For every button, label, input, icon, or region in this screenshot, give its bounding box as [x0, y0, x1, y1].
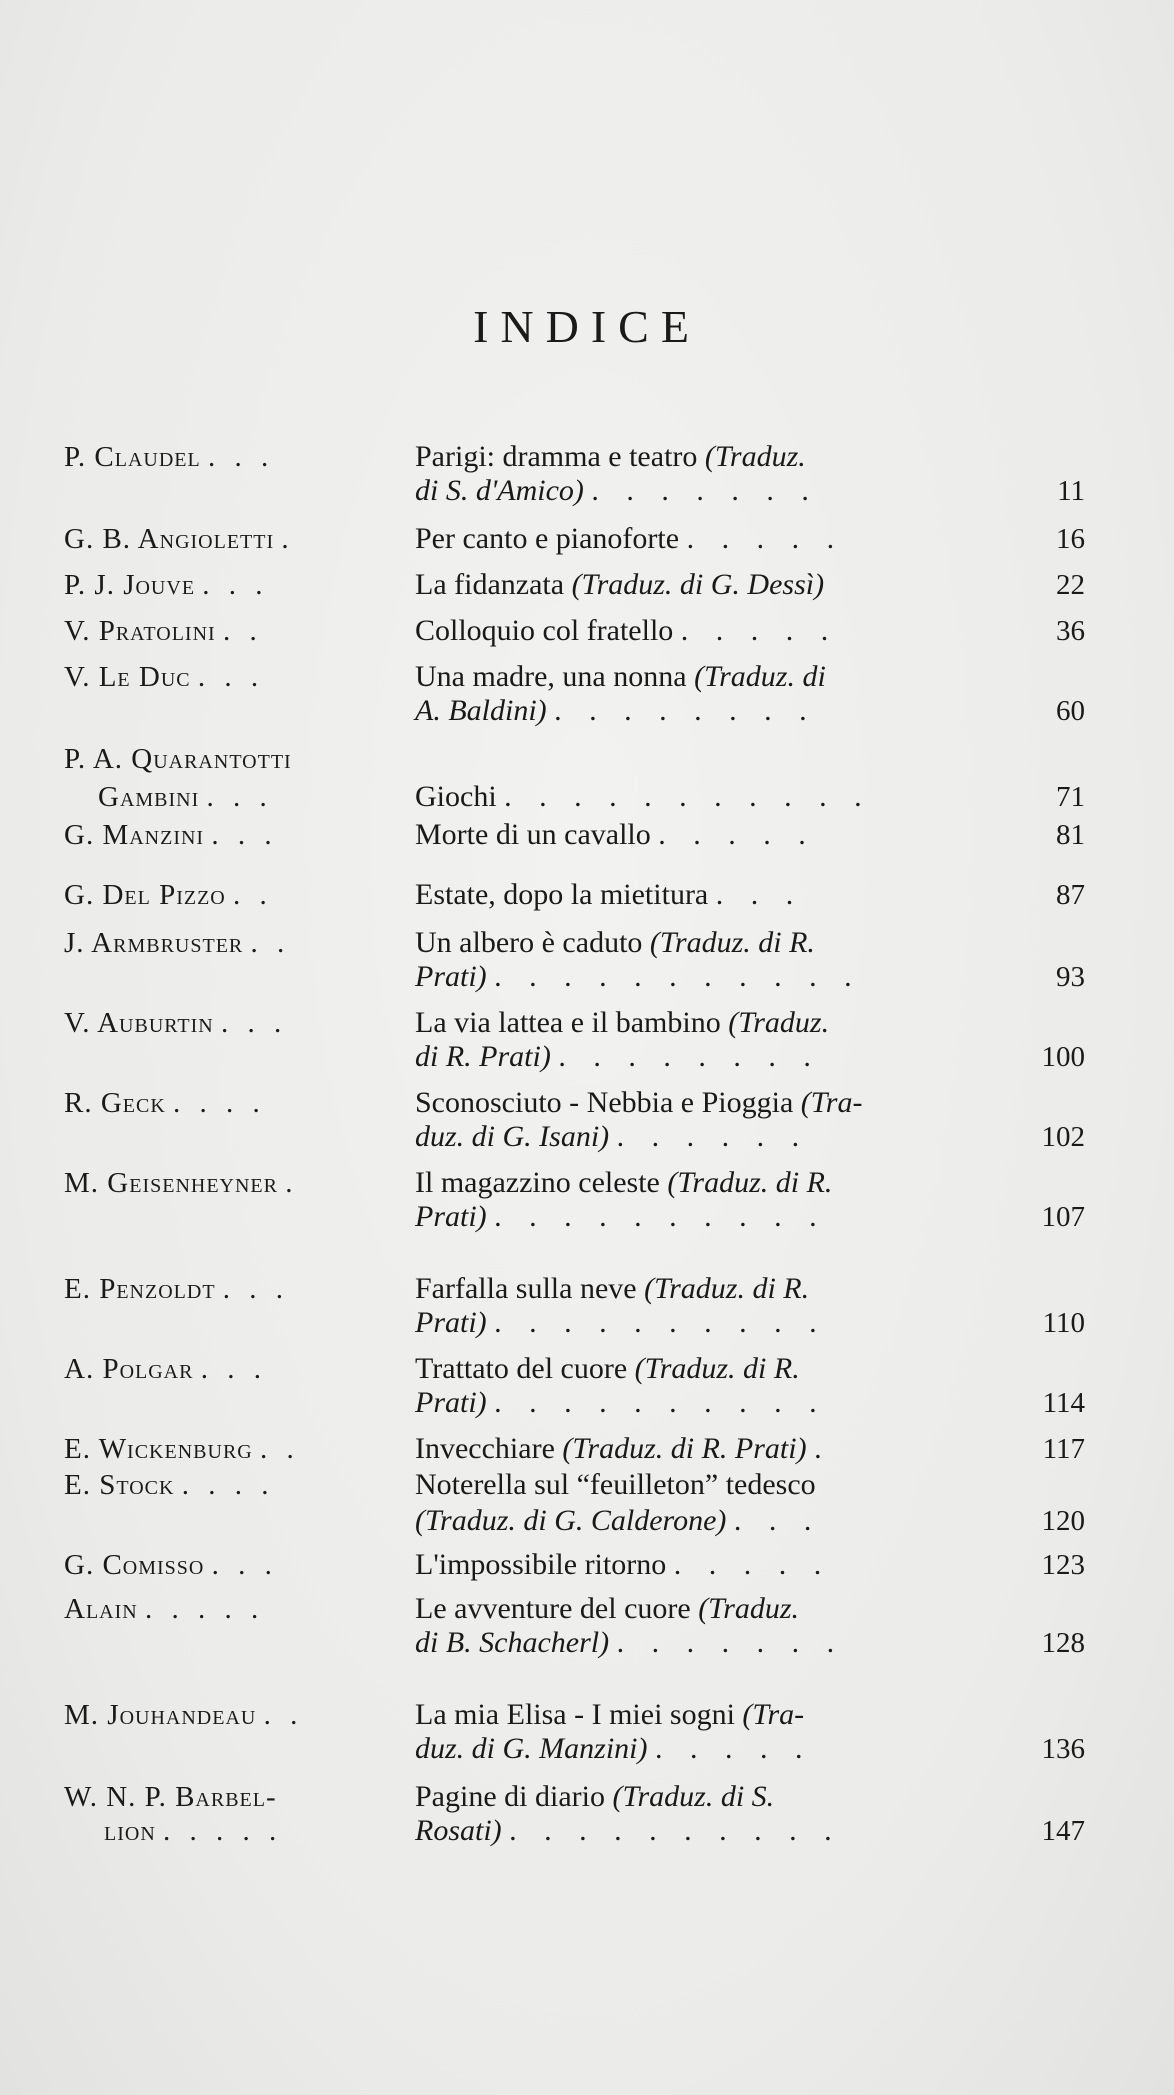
page-number: 11 [1057, 475, 1085, 507]
translation-note: (Traduz. [728, 1006, 830, 1039]
author-name: E. Stock [64, 1469, 175, 1501]
page-number: 22 [1056, 569, 1085, 601]
author-name: Alain [64, 1593, 138, 1625]
page-number: 123 [1041, 1549, 1085, 1581]
author-name: P. J. Jouve [64, 569, 196, 601]
work-title: La fidanzata [415, 568, 565, 601]
page-number: 100 [1041, 1041, 1085, 1073]
work-title: Sconosciuto - Nebbia e Pioggia [415, 1086, 794, 1119]
translation-note: (Traduz. di G. Calderone) [415, 1504, 727, 1537]
table-of-contents: P. Claudel . . . Parigi: dramma e teatro (Traduz. di S. d'Amico) . . . . . . . 11 G. B. Angioletti . Per canto e pianoforte . . . . . 16 P. J. Jouve . . . La fidanzata (Traduz. di G. Dessì) 22 V. Pratolini . . Colloquio col fratello . . . . . 36 V. Le Duc . . . Una madre, una nonna (Traduz. di A. Baldini) . . . . . . . . 60 P. A. Quarantotti Gambini . . . Giochi . . . . . . . . . . . 71 G. Manzini . . . Morte di un cavallo . . . . . 81 G. Del Pizzo . . Estate, dopo la mietitura . . . 87 J. Armbruster . . Un albero è caduto (Traduz. di R. Prati) . . . . . . . . . . . 93 V. Auburtin . . . La via lattea e il bambino (Traduz. di R. Prati) . . . . . . . . 100 R. Geck . . . . Sconosciuto - Nebbia e Pioggia (Tra- duz. di G. Isani) . . . . . . 102 M. Geisenheyner . Il magazzino celeste (Traduz. di R. Prati) . . . . . . . . . . 107 E. Penzoldt . . . Farfalla sulla neve (Traduz. di R. Prati) . . . . . . . . . . 110 A. Polgar . . . Trattato del cuore (Traduz. di R. Prati) . . . . . . . . . . 114 E. Wickenburg . . Invecchiare (Traduz. di R. Prati) . 117 E. Stock . . . . Noterella sul “feuilleton” tedesco (Traduz. di G. Calderone) . . . 120 G. Comisso . . . L'impossibile ritorno . . . . . 123 Alain . . . . . Le avventure del cuore (Traduz. di B. Schacherl) . . . . . . . 128 M. Jouhandeau . . La mia Elisa - I miei sogni (Tra- duz. di G. Manzini) . . . . . 136 W. N. P. Barbel- lion . . . . . Pagine di diario (Traduz. di S. Rosati) . . . . . . . . . . 147 [64, 440, 1085, 1847]
work-title: Una madre, una nonna [415, 660, 687, 693]
translation-note: (Traduz. [704, 440, 806, 473]
translation-note: Prati) [415, 1200, 487, 1233]
translation-note: Prati) [415, 1306, 487, 1339]
page-number: 87 [1056, 879, 1085, 911]
author-name: G. Del Pizzo [64, 879, 226, 911]
author-name: V. Pratolini [64, 615, 216, 647]
page-number: 71 [1056, 781, 1085, 813]
author-name: W. N. P. Barbel- [64, 1781, 277, 1813]
author-name: V. Auburtin [64, 1007, 214, 1039]
author-name: E. Wickenburg [64, 1433, 253, 1465]
work-title: Trattato del cuore [415, 1352, 628, 1385]
page-number: 128 [1041, 1627, 1085, 1659]
work-title: Parigi: dramma e teatro [415, 440, 698, 473]
translation-note: (Traduz. di R. [667, 1166, 833, 1199]
page-number: 136 [1041, 1733, 1085, 1765]
author-name: G. Comisso [64, 1549, 205, 1581]
page-number: 16 [1056, 523, 1085, 555]
author-name: M. Jouhandeau [64, 1699, 257, 1731]
page-number: 93 [1056, 961, 1085, 993]
page-number: 102 [1041, 1121, 1085, 1153]
page-number: 147 [1041, 1815, 1085, 1847]
work-title: La mia Elisa - I miei sogni [415, 1698, 735, 1731]
author-name: A. Polgar [64, 1353, 194, 1385]
translation-note: Rosati) [415, 1814, 502, 1847]
author-name: M. Geisenheyner [64, 1167, 278, 1199]
page-number: 117 [1042, 1433, 1085, 1465]
page-number: 120 [1041, 1505, 1085, 1537]
page-number: 81 [1056, 819, 1085, 851]
translation-note: (Tra- [742, 1698, 805, 1731]
translation-note: Prati) [415, 960, 487, 993]
work-title: Il magazzino celeste [415, 1166, 660, 1199]
page-number: 110 [1042, 1307, 1085, 1339]
author-name: G. B. Angioletti [64, 523, 275, 555]
work-title: Le avventure del cuore [415, 1592, 691, 1625]
page-number: 107 [1041, 1201, 1085, 1233]
page-number: 36 [1056, 615, 1085, 647]
translation-note: di S. d'Amico) [415, 474, 584, 507]
work-title: Colloquio col fratello [415, 614, 674, 647]
translation-note: A. Baldini) [415, 694, 547, 727]
translation-note: di B. Schacherl) [415, 1626, 610, 1659]
translation-note: (Traduz. di S. [612, 1780, 775, 1813]
work-title: Estate, dopo la mietitura [415, 878, 709, 911]
author-name: P. Claudel [64, 441, 201, 473]
work-title: Pagine di diario [415, 1780, 605, 1813]
translation-note: (Traduz. di R. [634, 1352, 800, 1385]
page-number: 114 [1042, 1387, 1085, 1419]
translation-note: (Traduz. di R. Prati) [562, 1432, 807, 1465]
translation-note: (Tra- [800, 1086, 863, 1119]
work-title: Giochi [415, 780, 497, 813]
author-name: P. A. Quarantotti [64, 743, 292, 775]
author-name-continued: lion [104, 1815, 156, 1847]
translation-note: duz. di G. Isani) [415, 1120, 610, 1153]
author-name: J. Armbruster [64, 927, 244, 959]
translation-note: (Traduz. di G. Dessì) [571, 568, 825, 601]
translation-note: (Traduz. di [694, 660, 826, 693]
work-title: Un albero è caduto [415, 926, 643, 959]
author-name: V. Le Duc [64, 661, 191, 693]
work-title: Morte di un cavallo [415, 818, 651, 851]
author-name: R. Geck [64, 1087, 166, 1119]
work-title: L'impossibile ritorno [415, 1548, 667, 1581]
work-title: Farfalla sulla neve [415, 1272, 637, 1305]
index-heading: INDICE [473, 301, 701, 352]
work-title: La via lattea e il bambino [415, 1006, 721, 1039]
translation-note: duz. di G. Manzini) [415, 1732, 648, 1765]
work-title: Noterella sul “feuilleton” tedesco [415, 1468, 816, 1501]
page-number: 60 [1056, 695, 1085, 727]
translation-note: Prati) [415, 1386, 487, 1419]
author-name: E. Penzoldt [64, 1273, 216, 1305]
work-title: Per canto e pianoforte [415, 522, 680, 555]
translation-note: di R. Prati) [415, 1040, 551, 1073]
author-name: G. Manzini [64, 819, 205, 851]
author-name-continued: Gambini [98, 781, 200, 813]
work-title: Invecchiare [415, 1432, 555, 1465]
translation-note: (Traduz. di R. [644, 1272, 810, 1305]
translation-note: (Traduz. di R. [649, 926, 815, 959]
translation-note: (Traduz. [698, 1592, 800, 1625]
